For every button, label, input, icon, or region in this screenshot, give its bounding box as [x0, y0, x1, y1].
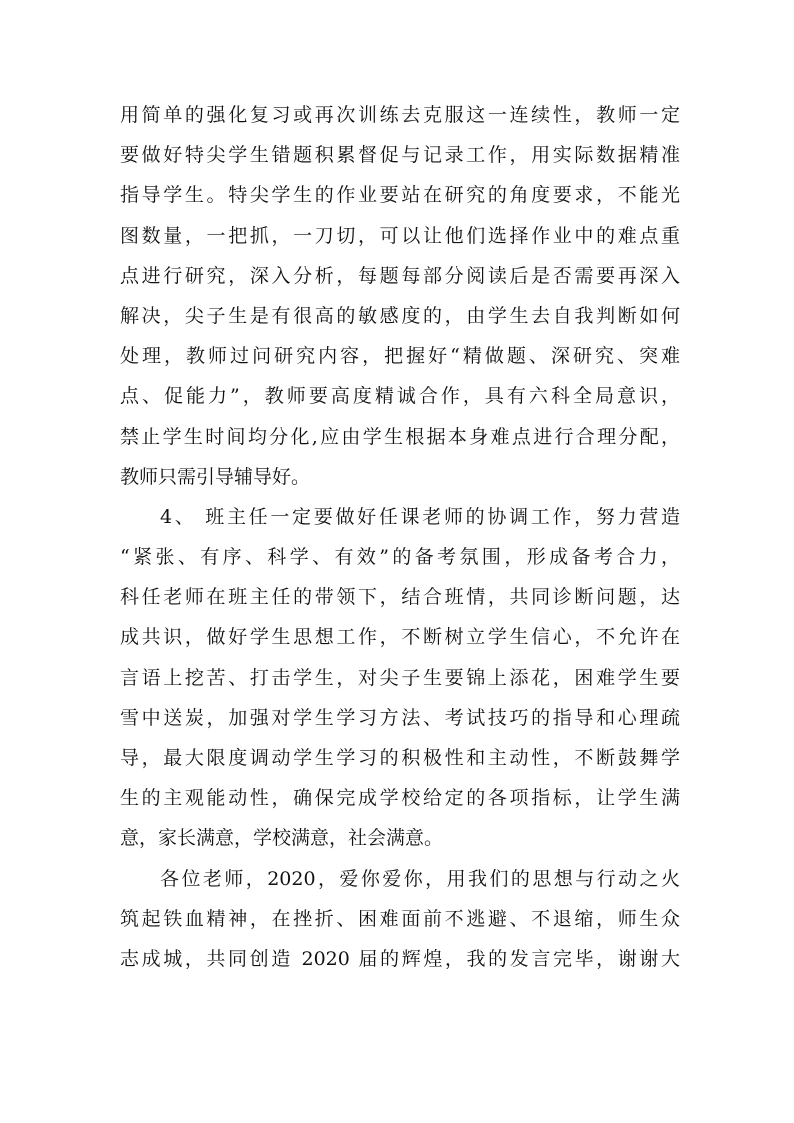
paragraph-2-line: 意，家长满意，学校满意，社会满意。 — [120, 827, 444, 850]
paragraph-2-line: 导，最大限度调动学生学习的积极性和主动性，不断鼓舞学 — [120, 747, 680, 769]
paragraph-2-line: 生的主观能动性，确保完成学校给定的各项指标，让学生满 — [120, 787, 680, 810]
paragraph-1-line: 要做好特尖学生错题积累督促与记录工作，用实际数据精准 — [120, 144, 680, 167]
paragraph-2-line: “紧张、有序、科学、有效”的备考氛围，形成备考合力， — [120, 546, 680, 569]
paragraph-1-line: 教师只需引导辅导好。 — [120, 465, 311, 488]
body-text — [120, 95, 680, 979]
paragraph-1-line: 用简单的强化复习或再次训练去克服这一连续性，教师一定 — [120, 104, 680, 126]
paragraph-1-line: 图数量，一把抓，一刀切，可以让他们选择作业中的难点重 — [120, 224, 680, 247]
paragraph-3-line: 各位老师，2020，爱你爱你，用我们的思想与行动之火 — [160, 867, 680, 890]
paragraph-2-line: 言语上挖苦、打击学生，对尖子生要锦上添花，困难学生要 — [120, 666, 680, 689]
paragraph-1-line: 点进行研究，深入分析，每题每部分阅读后是否需要再深入 — [120, 264, 680, 287]
paragraph-1-line: 处理，教师过问研究内容，把握好“精做题、深研究、突难 — [120, 345, 680, 368]
paragraph-3-line: 志成城，共同创造 2020 届的辉煌，我的发言完毕，谢谢大 — [120, 947, 680, 970]
paragraph-1-line: 解决，尖子生是有很高的敏感度的，由学生去自我判断如何 — [120, 304, 680, 327]
paragraph-3-line: 筑起铁血精神，在挫折、困难面前不逃避、不退缩，师生众 — [120, 907, 680, 930]
paragraph-1-line: 指导学生。特尖学生的作业要站在研究的角度要求，不能光 — [120, 184, 680, 207]
paragraph-1-line: 点、促能力”，教师要高度精诚合作，具有六科全局意识， — [120, 385, 680, 408]
paragraph-2-line: 科任老师在班主任的带领下，结合班情，共同诊断问题，达 — [120, 586, 680, 609]
paragraph-2-line: 4、 班主任一定要做好任课老师的协调工作，努力营造 — [160, 505, 680, 528]
paragraph-1-line: 禁止学生时间均分化,应由学生根据本身难点进行合理分配， — [120, 425, 680, 448]
paragraph-2-line: 成共识，做好学生思想工作，不断树立学生信心，不允许在 — [120, 626, 680, 649]
paragraph-2-line: 雪中送炭，加强对学生学习方法、考试技巧的指导和心理疏 — [120, 706, 680, 729]
